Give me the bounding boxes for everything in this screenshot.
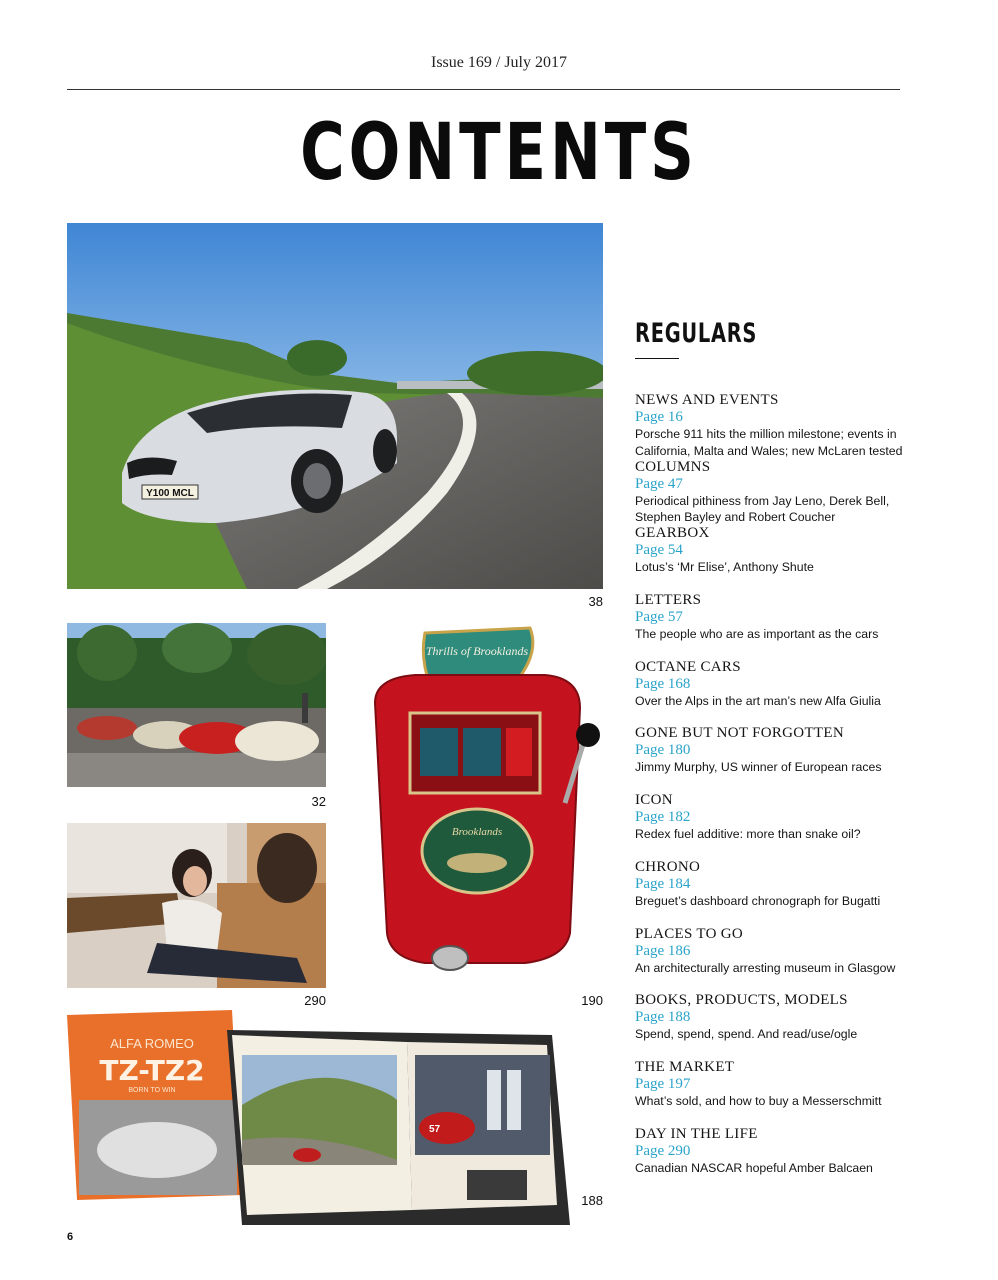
entry-page-link[interactable]: Page 57: [635, 609, 683, 626]
entry-page-link[interactable]: Page 188: [635, 1009, 691, 1026]
list-item[interactable]: [635, 592, 935, 659]
entry-page-link[interactable]: Page 47: [635, 475, 683, 492]
book-title-text: ALFA ROMEO: [110, 1036, 194, 1051]
mclaren-photo: [67, 223, 603, 589]
list-item[interactable]: [635, 659, 935, 726]
list-item[interactable]: [635, 992, 935, 1059]
regulars-rule: [635, 358, 679, 359]
woman-car-photo: [67, 823, 326, 988]
page-number: 6: [67, 1231, 74, 1243]
entry-page-link[interactable]: Page 16: [635, 409, 683, 425]
number-plate: Y100 MCL: [146, 488, 194, 499]
entry-description: Breguet’s dashboard chronograph for Bugatti: [635, 893, 881, 908]
entry-description: Porsche 911 hits the million milestone; events in California, Malta and Wales; new McLaren tested: [635, 427, 903, 458]
photo-page-32: 32: [311, 794, 326, 809]
entry-title: THE MARKET: [635, 1058, 735, 1075]
porsche-meet-photo: [67, 623, 326, 787]
page-title: CONTENTS: [300, 108, 698, 198]
entry-title: CHRONO: [635, 858, 701, 875]
issue-line: Issue 169 / July 2017: [431, 54, 567, 71]
slot-badge-text: Brooklands: [451, 826, 503, 838]
header-rule: [67, 89, 900, 90]
list-item[interactable]: [635, 926, 935, 993]
list-item[interactable]: [635, 459, 935, 526]
entry-description: Lotus’s ‘Mr Elise’, Anthony Shute: [635, 560, 814, 575]
entry-page-link[interactable]: Page 54: [635, 542, 683, 559]
photo-page-188: 188: [581, 1193, 603, 1208]
entry-description: Canadian NASCAR hopeful Amber Balcaen: [635, 1160, 873, 1175]
entry-description: Redex fuel additive: more than snake oil?: [635, 827, 861, 842]
entry-title: PLACES TO GO: [635, 925, 744, 942]
entry-description: What’s sold, and how to buy a Messerschmitt: [635, 1093, 882, 1108]
entry-title: DAY IN THE LIFE: [635, 1125, 758, 1142]
entry-description: Periodical pithiness from Jay Leno, Derek Bell, Stephen Bayley and Robert Coucher: [635, 493, 890, 525]
entry-title: BOOKS, PRODUCTS, MODELS: [635, 992, 848, 1009]
list-item[interactable]: [635, 725, 935, 792]
list-item[interactable]: [635, 1059, 935, 1126]
photo-page-38: 38: [588, 594, 603, 609]
entry-title: ICON: [635, 792, 673, 809]
entry-page-link[interactable]: Page 290: [635, 1142, 691, 1159]
car-number-text: 57: [429, 1124, 441, 1135]
slot-sign-text: Thrills of Brooklands: [425, 644, 529, 658]
entry-page-link[interactable]: Page 180: [635, 742, 691, 759]
slot-machine-photo: [355, 623, 605, 993]
entry-page-link[interactable]: Page 182: [635, 809, 691, 826]
list-item[interactable]: [635, 525, 935, 592]
photo-page-290: 290: [304, 993, 326, 1008]
regulars-list: [635, 392, 935, 1192]
entry-description: Spend, spend, spend. And read/use/ogle: [635, 1027, 858, 1042]
photo-page-190: 190: [581, 993, 603, 1008]
entry-page-link[interactable]: Page 186: [635, 942, 691, 959]
entry-title: GONE BUT NOT FORGOTTEN: [635, 725, 844, 742]
list-item[interactable]: [635, 859, 935, 926]
entry-description: Jimmy Murphy, US winner of European races: [635, 760, 882, 775]
entry-description: The people who are as important as the cars: [635, 627, 879, 642]
list-item[interactable]: [635, 392, 935, 459]
entry-title: OCTANE CARS: [635, 658, 741, 675]
entry-page-link[interactable]: Page 168: [635, 675, 691, 692]
entry-page-link[interactable]: Page 197: [635, 1075, 691, 1092]
list-item[interactable]: [635, 792, 935, 859]
regulars-heading: REGULARS: [635, 318, 758, 349]
entry-title: GEARBOX: [635, 525, 710, 542]
list-item[interactable]: [635, 1126, 935, 1193]
entry-title: COLUMNS: [635, 458, 711, 475]
book-model-text: TZ-TZ2: [99, 1054, 205, 1087]
book-subtitle-text: BORN TO WIN: [128, 1087, 176, 1094]
entry-page-link[interactable]: Page 184: [635, 875, 691, 892]
entry-description: Over the Alps in the art man’s new Alfa Giulia: [635, 693, 881, 708]
entry-title: LETTERS: [635, 592, 702, 609]
entry-description: An architecturally arresting museum in Glasgow: [635, 960, 896, 975]
entry-title: NEWS AND EVENTS: [635, 392, 779, 408]
book-photo: [67, 1010, 570, 1228]
